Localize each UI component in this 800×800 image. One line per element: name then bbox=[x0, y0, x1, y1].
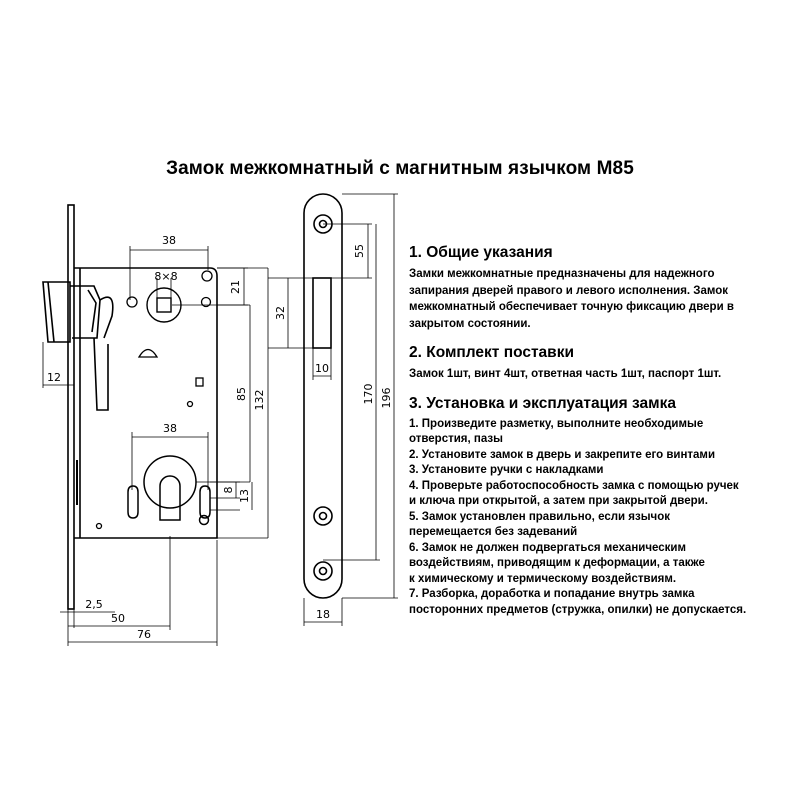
section-kit-title: 2. Комплект поставки bbox=[409, 344, 574, 361]
dim-196: 196 bbox=[380, 387, 393, 409]
strike-plate bbox=[304, 194, 342, 598]
dim-8: 8 bbox=[222, 486, 235, 494]
dim-38-top: 38 bbox=[162, 234, 176, 247]
dim-10: 10 bbox=[315, 362, 329, 375]
install-steps bbox=[409, 417, 794, 619]
dim-76: 76 bbox=[137, 628, 151, 641]
general-line: межкомнатный обеспечивает точную фиксацию двери в bbox=[409, 301, 734, 313]
general-line: Замки межкомнатные предназначены для надежного bbox=[409, 268, 715, 280]
general-line: запирания дверей правого и левого исполнения. Замок bbox=[409, 284, 729, 297]
strike-dimension-labels bbox=[274, 244, 393, 621]
install-step: отверстия, пазы bbox=[409, 433, 503, 445]
section-install-title: 3. Установка и эксплуатация замка bbox=[409, 394, 676, 412]
dim-170: 170 bbox=[362, 383, 375, 405]
dim-13: 13 bbox=[238, 489, 251, 503]
instructions-panel bbox=[409, 244, 794, 630]
dim-18: 18 bbox=[316, 608, 330, 621]
install-step: и ключа при открытой, а затем при закрытой двери. bbox=[409, 495, 708, 507]
strike-dimension-lines bbox=[268, 194, 398, 626]
install-step: воздействиям, приводящим к деформации, а также bbox=[409, 557, 705, 569]
install-step: 7. Разборка, доработка и попадание внутрь замка bbox=[409, 588, 695, 600]
dim-55: 55 bbox=[353, 244, 366, 258]
dim-32: 32 bbox=[274, 306, 287, 320]
section-general-title: 1. Общие указания bbox=[409, 244, 553, 261]
section-kit bbox=[409, 344, 794, 383]
lock-dimension-lines bbox=[43, 246, 268, 646]
dim-50: 50 bbox=[111, 612, 125, 625]
dim-2-5: 2,5 bbox=[85, 598, 103, 611]
install-step: к химическому и термическому воздействиям. bbox=[409, 572, 677, 585]
lock-body bbox=[68, 205, 217, 609]
section-install bbox=[409, 395, 794, 619]
install-step: 2. Установите замок в дверь и закрепите его винтами bbox=[409, 448, 716, 461]
install-step: 5. Замок установлен правильно, если язычок bbox=[409, 510, 670, 523]
general-line: закрытом состоянии. bbox=[409, 317, 531, 330]
cylinder-hole bbox=[128, 456, 210, 525]
install-step: 6. Замок не должен подвергаться механическим bbox=[409, 541, 686, 554]
install-step: посторонних предметов (стружка, опилки) не допускается. bbox=[409, 603, 747, 616]
dim-85: 85 bbox=[235, 387, 248, 401]
dim-square-8x8: 8×8 bbox=[154, 270, 178, 283]
kit-line: Замок 1шт, винт 4шт, ответная часть 1шт, паспорт 1шт. bbox=[409, 368, 722, 380]
install-step: 3. Установите ручки с накладками bbox=[409, 464, 604, 476]
dim-132: 132 bbox=[253, 389, 266, 411]
latch-tongue bbox=[43, 282, 113, 410]
dim-12: 12 bbox=[47, 371, 61, 384]
install-step: перемещается без задеваний bbox=[409, 526, 578, 538]
section-general bbox=[409, 244, 794, 332]
dim-38-mid: 38 bbox=[163, 422, 177, 435]
page-title: Замок межкомнатный с магнитным язычком М85 bbox=[166, 158, 634, 179]
install-step: 1. Произведите разметку, выполните необходимые bbox=[409, 417, 704, 430]
dim-21: 21 bbox=[229, 280, 242, 294]
install-step: 4. Проверьте работоспособность замка с помощью ручек bbox=[409, 479, 739, 492]
